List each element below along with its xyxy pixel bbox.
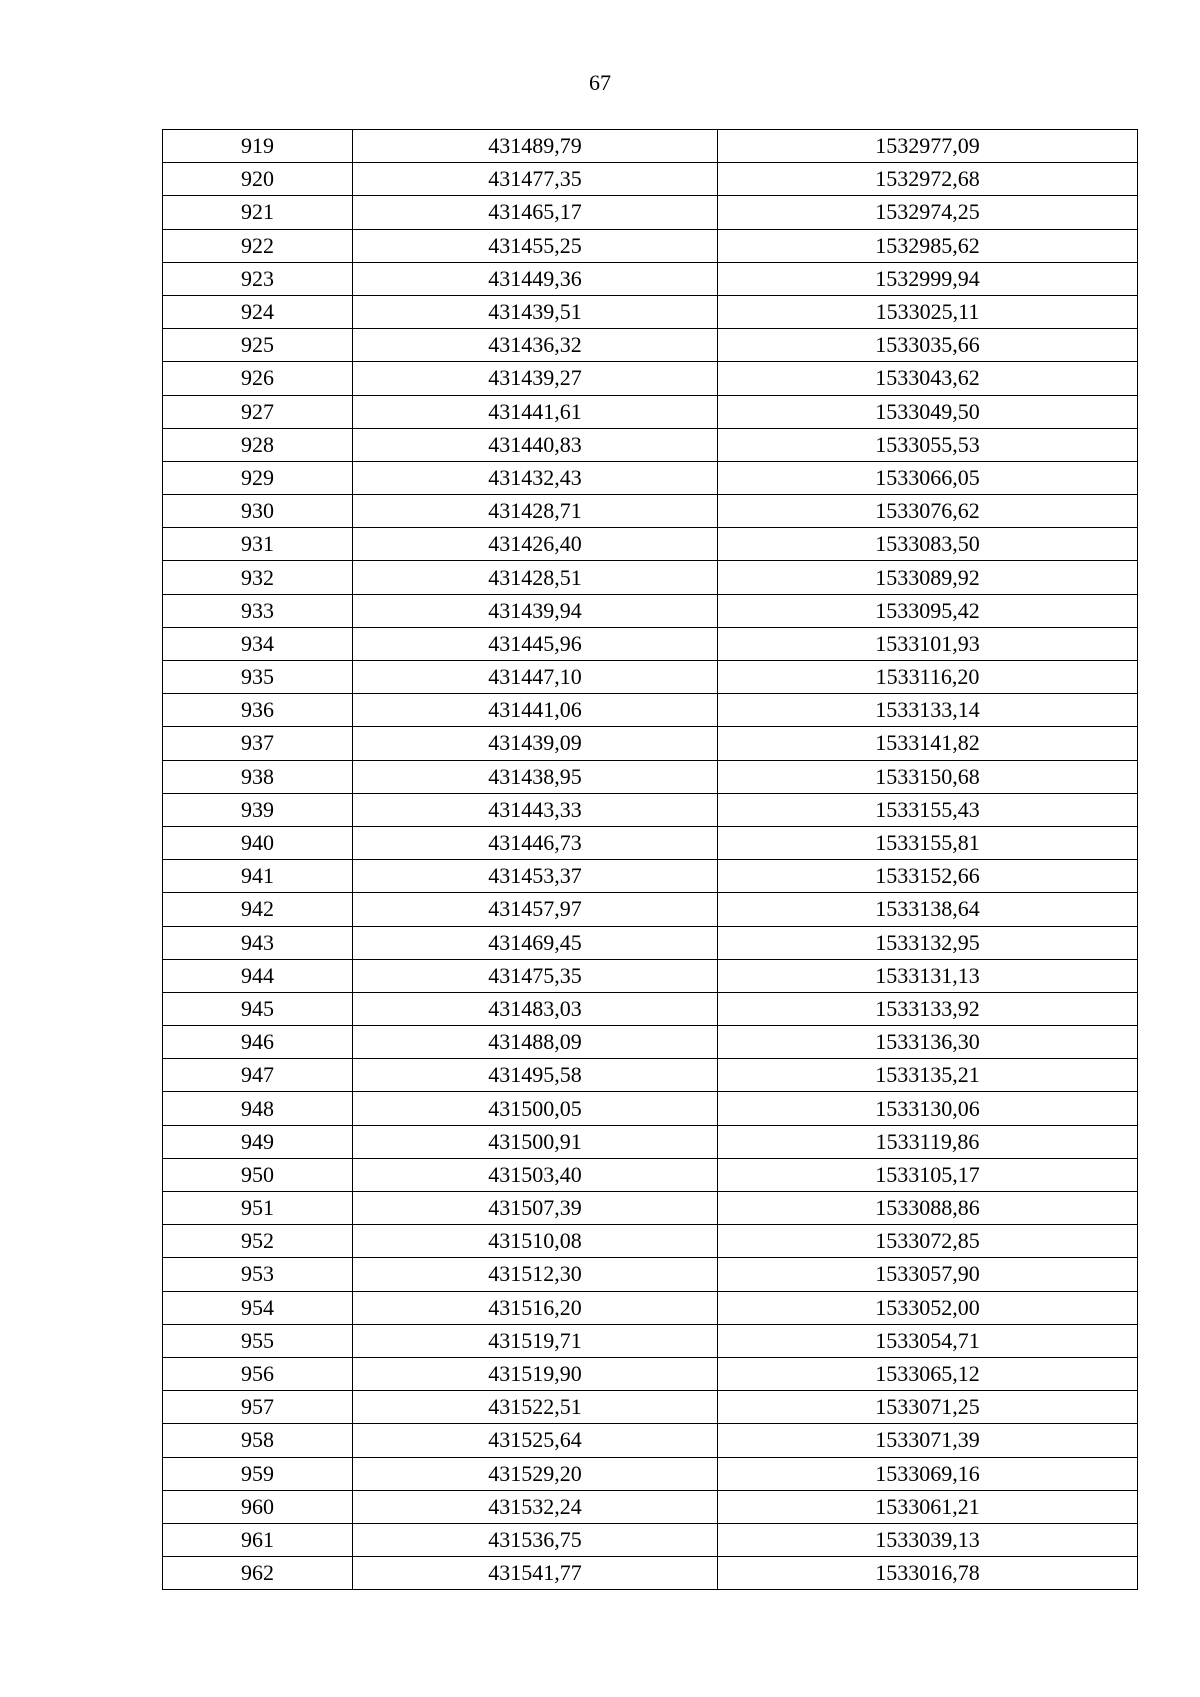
x-coordinate-cell: 431457,97 xyxy=(353,893,718,926)
coordinates-table xyxy=(162,129,1138,1590)
y-coordinate-cell: 1533066,05 xyxy=(718,461,1138,494)
point-number-cell: 928 xyxy=(163,428,353,461)
table-row xyxy=(163,1357,1138,1390)
x-coordinate-cell: 431445,96 xyxy=(353,627,718,660)
x-coordinate-cell: 431500,91 xyxy=(353,1125,718,1158)
table-row xyxy=(163,329,1138,362)
point-number-cell: 921 xyxy=(163,196,353,229)
table-row xyxy=(163,196,1138,229)
y-coordinate-cell: 1533065,12 xyxy=(718,1357,1138,1390)
point-number-cell: 954 xyxy=(163,1291,353,1324)
table-row xyxy=(163,727,1138,760)
table-row xyxy=(163,1092,1138,1125)
point-number-cell: 962 xyxy=(163,1557,353,1590)
table-row xyxy=(163,1523,1138,1556)
point-number-cell: 927 xyxy=(163,395,353,428)
y-coordinate-cell: 1533130,06 xyxy=(718,1092,1138,1125)
table-row xyxy=(163,1457,1138,1490)
x-coordinate-cell: 431428,71 xyxy=(353,495,718,528)
table-row xyxy=(163,1258,1138,1291)
point-number-cell: 951 xyxy=(163,1192,353,1225)
y-coordinate-cell: 1533039,13 xyxy=(718,1523,1138,1556)
y-coordinate-cell: 1533089,92 xyxy=(718,561,1138,594)
table-row xyxy=(163,760,1138,793)
x-coordinate-cell: 431439,09 xyxy=(353,727,718,760)
y-coordinate-cell: 1533043,62 xyxy=(718,362,1138,395)
y-coordinate-cell: 1533136,30 xyxy=(718,1026,1138,1059)
y-coordinate-cell: 1533071,39 xyxy=(718,1424,1138,1457)
x-coordinate-cell: 431443,33 xyxy=(353,793,718,826)
point-number-cell: 934 xyxy=(163,627,353,660)
x-coordinate-cell: 431465,17 xyxy=(353,196,718,229)
y-coordinate-cell: 1533076,62 xyxy=(718,495,1138,528)
x-coordinate-cell: 431483,03 xyxy=(353,992,718,1025)
y-coordinate-cell: 1533152,66 xyxy=(718,860,1138,893)
point-number-cell: 939 xyxy=(163,793,353,826)
y-coordinate-cell: 1533061,21 xyxy=(718,1490,1138,1523)
y-coordinate-cell: 1533141,82 xyxy=(718,727,1138,760)
y-coordinate-cell: 1533155,81 xyxy=(718,826,1138,859)
x-coordinate-cell: 431436,32 xyxy=(353,329,718,362)
x-coordinate-cell: 431525,64 xyxy=(353,1424,718,1457)
x-coordinate-cell: 431439,51 xyxy=(353,295,718,328)
page-number: 67 xyxy=(589,70,611,95)
table-row xyxy=(163,428,1138,461)
y-coordinate-cell: 1533016,78 xyxy=(718,1557,1138,1590)
x-coordinate-cell: 431439,94 xyxy=(353,594,718,627)
y-coordinate-cell: 1532974,25 xyxy=(718,196,1138,229)
point-number-cell: 945 xyxy=(163,992,353,1025)
y-coordinate-cell: 1533057,90 xyxy=(718,1258,1138,1291)
y-coordinate-cell: 1533035,66 xyxy=(718,329,1138,362)
point-number-cell: 960 xyxy=(163,1490,353,1523)
x-coordinate-cell: 431477,35 xyxy=(353,163,718,196)
table-row xyxy=(163,163,1138,196)
x-coordinate-cell: 431489,79 xyxy=(353,130,718,163)
y-coordinate-cell: 1533071,25 xyxy=(718,1391,1138,1424)
table-row xyxy=(163,495,1138,528)
x-coordinate-cell: 431475,35 xyxy=(353,959,718,992)
x-coordinate-cell: 431469,45 xyxy=(353,926,718,959)
table-row xyxy=(163,1391,1138,1424)
y-coordinate-cell: 1533133,92 xyxy=(718,992,1138,1025)
x-coordinate-cell: 431507,39 xyxy=(353,1192,718,1225)
table-row xyxy=(163,661,1138,694)
table-row xyxy=(163,1125,1138,1158)
table-row xyxy=(163,561,1138,594)
x-coordinate-cell: 431455,25 xyxy=(353,229,718,262)
x-coordinate-cell: 431519,71 xyxy=(353,1324,718,1357)
point-number-cell: 955 xyxy=(163,1324,353,1357)
point-number-cell: 920 xyxy=(163,163,353,196)
point-number-cell: 943 xyxy=(163,926,353,959)
y-coordinate-cell: 1532985,62 xyxy=(718,229,1138,262)
x-coordinate-cell: 431541,77 xyxy=(353,1557,718,1590)
table-row xyxy=(163,594,1138,627)
x-coordinate-cell: 431488,09 xyxy=(353,1026,718,1059)
table-row xyxy=(163,826,1138,859)
x-coordinate-cell: 431536,75 xyxy=(353,1523,718,1556)
x-coordinate-cell: 431529,20 xyxy=(353,1457,718,1490)
y-coordinate-cell: 1533072,85 xyxy=(718,1225,1138,1258)
point-number-cell: 948 xyxy=(163,1092,353,1125)
point-number-cell: 944 xyxy=(163,959,353,992)
table-row xyxy=(163,1291,1138,1324)
y-coordinate-cell: 1533133,14 xyxy=(718,694,1138,727)
x-coordinate-cell: 431512,30 xyxy=(353,1258,718,1291)
point-number-cell: 935 xyxy=(163,661,353,694)
x-coordinate-cell: 431447,10 xyxy=(353,661,718,694)
point-number-cell: 938 xyxy=(163,760,353,793)
x-coordinate-cell: 431439,27 xyxy=(353,362,718,395)
x-coordinate-cell: 431519,90 xyxy=(353,1357,718,1390)
point-number-cell: 922 xyxy=(163,229,353,262)
table-row xyxy=(163,926,1138,959)
table-row xyxy=(163,1026,1138,1059)
x-coordinate-cell: 431446,73 xyxy=(353,826,718,859)
point-number-cell: 956 xyxy=(163,1357,353,1390)
table-row xyxy=(163,1225,1138,1258)
table-row xyxy=(163,1490,1138,1523)
table-row xyxy=(163,694,1138,727)
point-number-cell: 940 xyxy=(163,826,353,859)
table-row xyxy=(163,362,1138,395)
point-number-cell: 931 xyxy=(163,528,353,561)
table-row xyxy=(163,229,1138,262)
y-coordinate-cell: 1532977,09 xyxy=(718,130,1138,163)
table-row xyxy=(163,1192,1138,1225)
y-coordinate-cell: 1533105,17 xyxy=(718,1158,1138,1191)
point-number-cell: 924 xyxy=(163,295,353,328)
point-number-cell: 957 xyxy=(163,1391,353,1424)
table-row xyxy=(163,627,1138,660)
point-number-cell: 925 xyxy=(163,329,353,362)
y-coordinate-cell: 1533101,93 xyxy=(718,627,1138,660)
table-row xyxy=(163,395,1138,428)
point-number-cell: 961 xyxy=(163,1523,353,1556)
y-coordinate-cell: 1532999,94 xyxy=(718,262,1138,295)
x-coordinate-cell: 431441,61 xyxy=(353,395,718,428)
table-row xyxy=(163,262,1138,295)
x-coordinate-cell: 431532,24 xyxy=(353,1490,718,1523)
point-number-cell: 926 xyxy=(163,362,353,395)
point-number-cell: 929 xyxy=(163,461,353,494)
table-row xyxy=(163,793,1138,826)
point-number-cell: 933 xyxy=(163,594,353,627)
table-row xyxy=(163,528,1138,561)
point-number-cell: 950 xyxy=(163,1158,353,1191)
x-coordinate-cell: 431449,36 xyxy=(353,262,718,295)
x-coordinate-cell: 431503,40 xyxy=(353,1158,718,1191)
x-coordinate-cell: 431500,05 xyxy=(353,1092,718,1125)
x-coordinate-cell: 431510,08 xyxy=(353,1225,718,1258)
point-number-cell: 937 xyxy=(163,727,353,760)
y-coordinate-cell: 1533088,86 xyxy=(718,1192,1138,1225)
y-coordinate-cell: 1533025,11 xyxy=(718,295,1138,328)
point-number-cell: 946 xyxy=(163,1026,353,1059)
table-row xyxy=(163,1324,1138,1357)
y-coordinate-cell: 1533083,50 xyxy=(718,528,1138,561)
y-coordinate-cell: 1533135,21 xyxy=(718,1059,1138,1092)
point-number-cell: 941 xyxy=(163,860,353,893)
y-coordinate-cell: 1533132,95 xyxy=(718,926,1138,959)
x-coordinate-cell: 431432,43 xyxy=(353,461,718,494)
point-number-cell: 958 xyxy=(163,1424,353,1457)
table-row xyxy=(163,893,1138,926)
y-coordinate-cell: 1533095,42 xyxy=(718,594,1138,627)
point-number-cell: 919 xyxy=(163,130,353,163)
table-row xyxy=(163,1059,1138,1092)
point-number-cell: 936 xyxy=(163,694,353,727)
point-number-cell: 930 xyxy=(163,495,353,528)
point-number-cell: 959 xyxy=(163,1457,353,1490)
y-coordinate-cell: 1533155,43 xyxy=(718,793,1138,826)
table-row xyxy=(163,1424,1138,1457)
point-number-cell: 923 xyxy=(163,262,353,295)
y-coordinate-cell: 1533119,86 xyxy=(718,1125,1138,1158)
y-coordinate-cell: 1533052,00 xyxy=(718,1291,1138,1324)
x-coordinate-cell: 431438,95 xyxy=(353,760,718,793)
y-coordinate-cell: 1533131,13 xyxy=(718,959,1138,992)
x-coordinate-cell: 431426,40 xyxy=(353,528,718,561)
y-coordinate-cell: 1533069,16 xyxy=(718,1457,1138,1490)
point-number-cell: 942 xyxy=(163,893,353,926)
y-coordinate-cell: 1533054,71 xyxy=(718,1324,1138,1357)
table-row xyxy=(163,295,1138,328)
y-coordinate-cell: 1532972,68 xyxy=(718,163,1138,196)
x-coordinate-cell: 431428,51 xyxy=(353,561,718,594)
point-number-cell: 932 xyxy=(163,561,353,594)
x-coordinate-cell: 431440,83 xyxy=(353,428,718,461)
table-row xyxy=(163,130,1138,163)
table-row xyxy=(163,992,1138,1025)
table-row xyxy=(163,1158,1138,1191)
x-coordinate-cell: 431495,58 xyxy=(353,1059,718,1092)
y-coordinate-cell: 1533116,20 xyxy=(718,661,1138,694)
x-coordinate-cell: 431453,37 xyxy=(353,860,718,893)
point-number-cell: 952 xyxy=(163,1225,353,1258)
point-number-cell: 949 xyxy=(163,1125,353,1158)
table-row xyxy=(163,1557,1138,1590)
y-coordinate-cell: 1533049,50 xyxy=(718,395,1138,428)
y-coordinate-cell: 1533138,64 xyxy=(718,893,1138,926)
x-coordinate-cell: 431441,06 xyxy=(353,694,718,727)
y-coordinate-cell: 1533055,53 xyxy=(718,428,1138,461)
table-row xyxy=(163,461,1138,494)
point-number-cell: 947 xyxy=(163,1059,353,1092)
x-coordinate-cell: 431522,51 xyxy=(353,1391,718,1424)
table-row xyxy=(163,860,1138,893)
coordinates-table-body xyxy=(163,130,1138,1590)
x-coordinate-cell: 431516,20 xyxy=(353,1291,718,1324)
y-coordinate-cell: 1533150,68 xyxy=(718,760,1138,793)
point-number-cell: 953 xyxy=(163,1258,353,1291)
table-row xyxy=(163,959,1138,992)
